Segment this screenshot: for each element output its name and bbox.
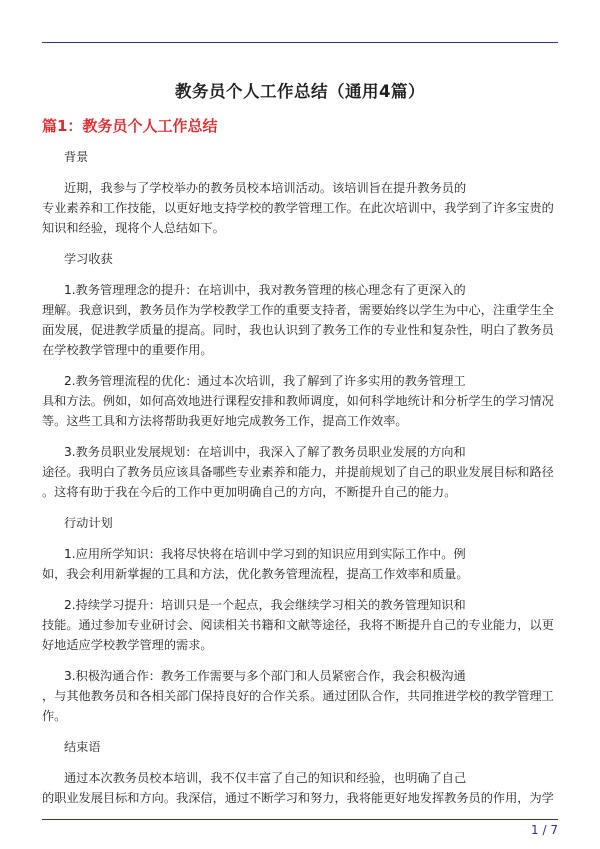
- text-line: 3.教务员职业发展规划：在培训中，我深入了解了教务员职业发展的方向和: [64, 445, 466, 459]
- heading-conclusion: 结束语: [64, 740, 101, 754]
- paragraph-conclusion: [42, 768, 558, 808]
- footer-rule: [42, 819, 558, 820]
- paragraph-gain-2: [42, 371, 558, 431]
- text-line: 如，我会利用新掌握的工具和方法，优化教务管理流程，提高工作效率和质量。: [42, 567, 469, 581]
- text-line: 1.教务管理理念的提升：在培训中，我对教务管理的核心理念有了更深入的: [64, 283, 466, 297]
- text-line: 2.教务管理流程的优化：通过本次培训，我了解到了许多实用的教务管理工: [64, 374, 466, 388]
- text-line: 等。这些工具和方法将帮助我更好地完成教务工作，提高工作效率。: [42, 414, 408, 428]
- text-line: 具和方法。例如，如何高效地进行课程安排和教师调度，如何科学地统计和分析学生的学习情况: [42, 394, 554, 408]
- text-line: 专业素养和工作技能，以更好地支持学校的教学管理工作。在此次培训中，我学到了许多宝贵的: [42, 201, 554, 215]
- text-line: 好地适应学校教学管理的需求。: [42, 638, 213, 652]
- heading-action-plan: 行动计划: [64, 516, 113, 530]
- heading-background: 背景: [64, 150, 89, 164]
- text-line: 技能。通过参加专业研讨会、阅读相关书籍和文献等途径，我将不断提升自己的专业能力，以更: [42, 618, 554, 632]
- text-line: 3.积极沟通合作：教务工作需要与多个部门和人员紧密合作，我会积极沟通: [64, 669, 466, 683]
- document-body: [42, 147, 558, 808]
- text-line: 1.应用所学知识：我将尽快将在培训中学习到的知识应用到实际工作中。例: [64, 547, 466, 561]
- text-line: 知识和经验，现将个人总结如下。: [42, 221, 225, 235]
- paragraph-plan-1: [42, 544, 558, 584]
- paragraph-plan-3: [42, 666, 558, 726]
- text-line: 通过本次教务员校本培训，我不仅丰富了自己的知识和经验，也明确了自己: [64, 771, 467, 785]
- section-title: 篇1：教务员个人工作总结: [42, 117, 218, 135]
- heading-learning-gains: 学习收获: [64, 252, 113, 266]
- paragraph-gain-3: [42, 442, 558, 502]
- header-rule: [42, 42, 558, 43]
- text-line: 在学校教学管理中的重要作用。: [42, 343, 213, 357]
- text-line: 途径。我明白了教务员应该具备哪些专业素养和能力，并提前规划了自己的职业发展目标和路径: [42, 465, 554, 479]
- paragraph-gain-1: [42, 280, 558, 360]
- text-line: 的职业发展目标和方向。我深信，通过不断学习和努力，我将能更好地发挥教务员的作用，为学: [42, 791, 554, 805]
- text-line: 2.持续学习提升：培训只是一个起点，我会继续学习相关的教务管理知识和: [64, 598, 466, 612]
- document-title: 教务员个人工作总结（通用4篇）: [175, 82, 425, 101]
- text-line: 面发展，促进教学质量的提高。同时，我也认识到了教务工作的专业性和复杂性，明白了教务员: [42, 323, 554, 337]
- paragraph-intro: [42, 178, 558, 238]
- page-number: 1 / 7: [531, 823, 558, 837]
- text-line: 作。: [42, 709, 67, 723]
- text-line: ，与其他教务员和各相关部门保持良好的合作关系。通过团队合作，共同推进学校的教学管理工: [42, 689, 554, 703]
- text-line: 理解。我意识到，教务员作为学校教学工作的重要支持者，需要始终以学生为中心，注重学生全: [42, 303, 554, 317]
- text-line: 近期，我参与了学校举办的教务员校本培训活动。该培训旨在提升教务员的: [64, 181, 467, 195]
- paragraph-plan-2: [42, 595, 558, 655]
- text-line: 。这将有助于我在今后的工作中更加明确自己的方向，不断提升自己的能力。: [42, 485, 457, 499]
